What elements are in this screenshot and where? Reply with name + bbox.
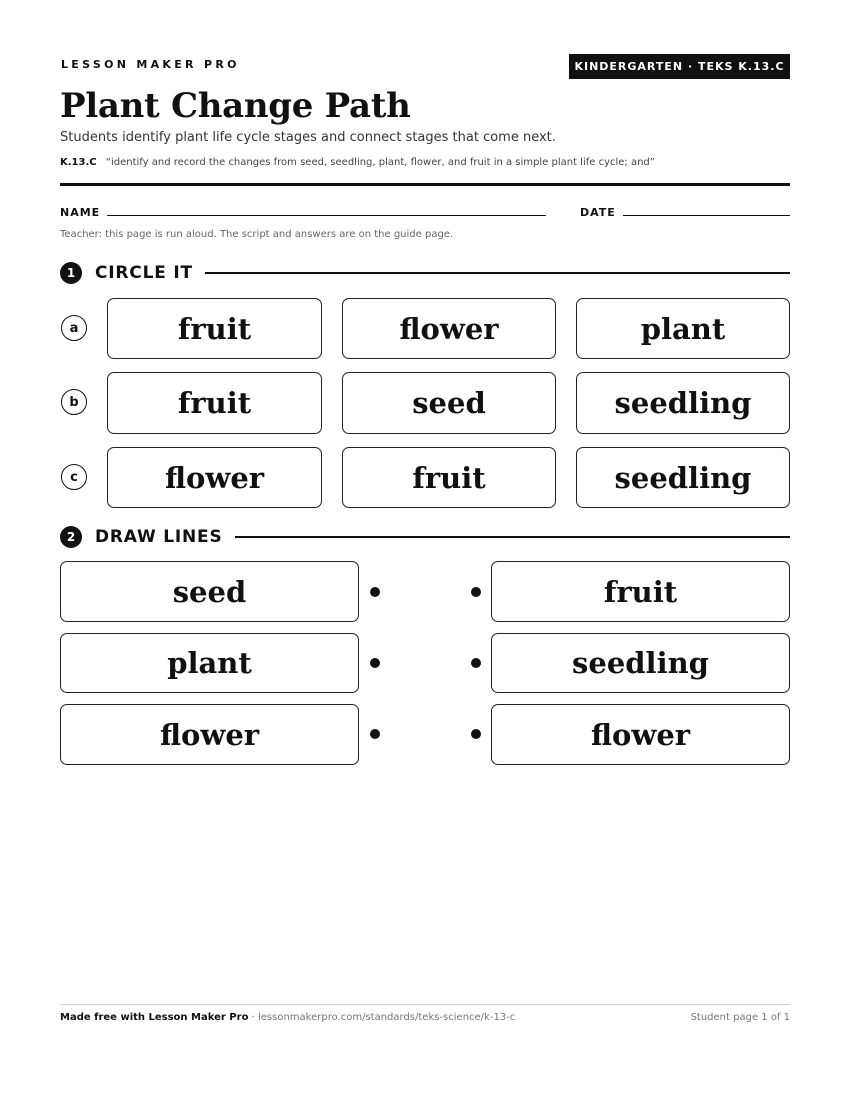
match-right-card[interactable]: fruit [491,561,790,622]
match-right-dot[interactable] [471,587,481,597]
standard-code: K.13.C [60,157,97,168]
section-title: DRAW LINES [95,527,223,547]
section-number-badge: 1 [60,262,82,284]
match-right-card[interactable]: seedling [491,633,790,693]
brand-label: LESSON MAKER PRO [61,58,240,71]
footer-credit [60,1012,515,1023]
match-right-dot[interactable] [471,729,481,739]
section-circle-it-header [60,262,790,284]
match-left-dot[interactable] [370,729,380,739]
header-divider [60,183,790,186]
word-card[interactable]: seedling [576,372,790,434]
word-card[interactable]: seed [342,372,556,434]
teacher-note: Teacher: this page is run aloud. The script and answers are on the guide page. [60,229,454,240]
footer-made-with: Made free with Lesson Maker Pro [60,1012,249,1023]
match-left-dot[interactable] [370,658,380,668]
match-left-dot[interactable] [370,587,380,597]
word-card[interactable]: seedling [576,447,790,508]
word-card[interactable]: fruit [342,447,556,508]
word-card[interactable]: fruit [107,298,322,359]
date-field-line[interactable] [623,215,790,216]
footer-page-number: Student page 1 of 1 [690,1012,790,1023]
row-label-a: a [61,315,87,341]
section-rule [235,536,790,538]
page-subtitle: Students identify plant life cycle stages and connect stages that come next. [60,130,556,145]
standard-text: “identify and record the changes from seed, seedling, plant, flower, and fruit in a simple plant life cycle; and” [105,157,655,168]
word-card[interactable]: flower [107,447,322,508]
match-right-dot[interactable] [471,658,481,668]
word-card[interactable]: fruit [107,372,322,434]
match-left-card[interactable]: seed [60,561,359,622]
word-card[interactable]: plant [576,298,790,359]
section-number-badge: 2 [60,526,82,548]
name-label: NAME [60,206,101,219]
grade-badge: KINDERGARTEN · TEKS K.13.C [569,54,790,79]
standard-line [60,157,655,168]
section-rule [205,272,790,274]
section-title: CIRCLE IT [95,263,193,283]
date-label: DATE [580,206,616,219]
row-label-b: b [61,389,87,415]
footer-url[interactable]: · lessonmakerpro.com/standards/teks-science/k-13-c [248,1012,516,1023]
name-field-line[interactable] [107,215,546,216]
match-right-card[interactable]: flower [491,704,790,765]
match-left-card[interactable]: flower [60,704,359,765]
page-title: Plant Change Path [60,86,411,126]
footer-divider [60,1004,790,1005]
row-label-c: c [61,464,87,490]
word-card[interactable]: flower [342,298,556,359]
match-left-card[interactable]: plant [60,633,359,693]
section-draw-lines-header [60,526,790,548]
